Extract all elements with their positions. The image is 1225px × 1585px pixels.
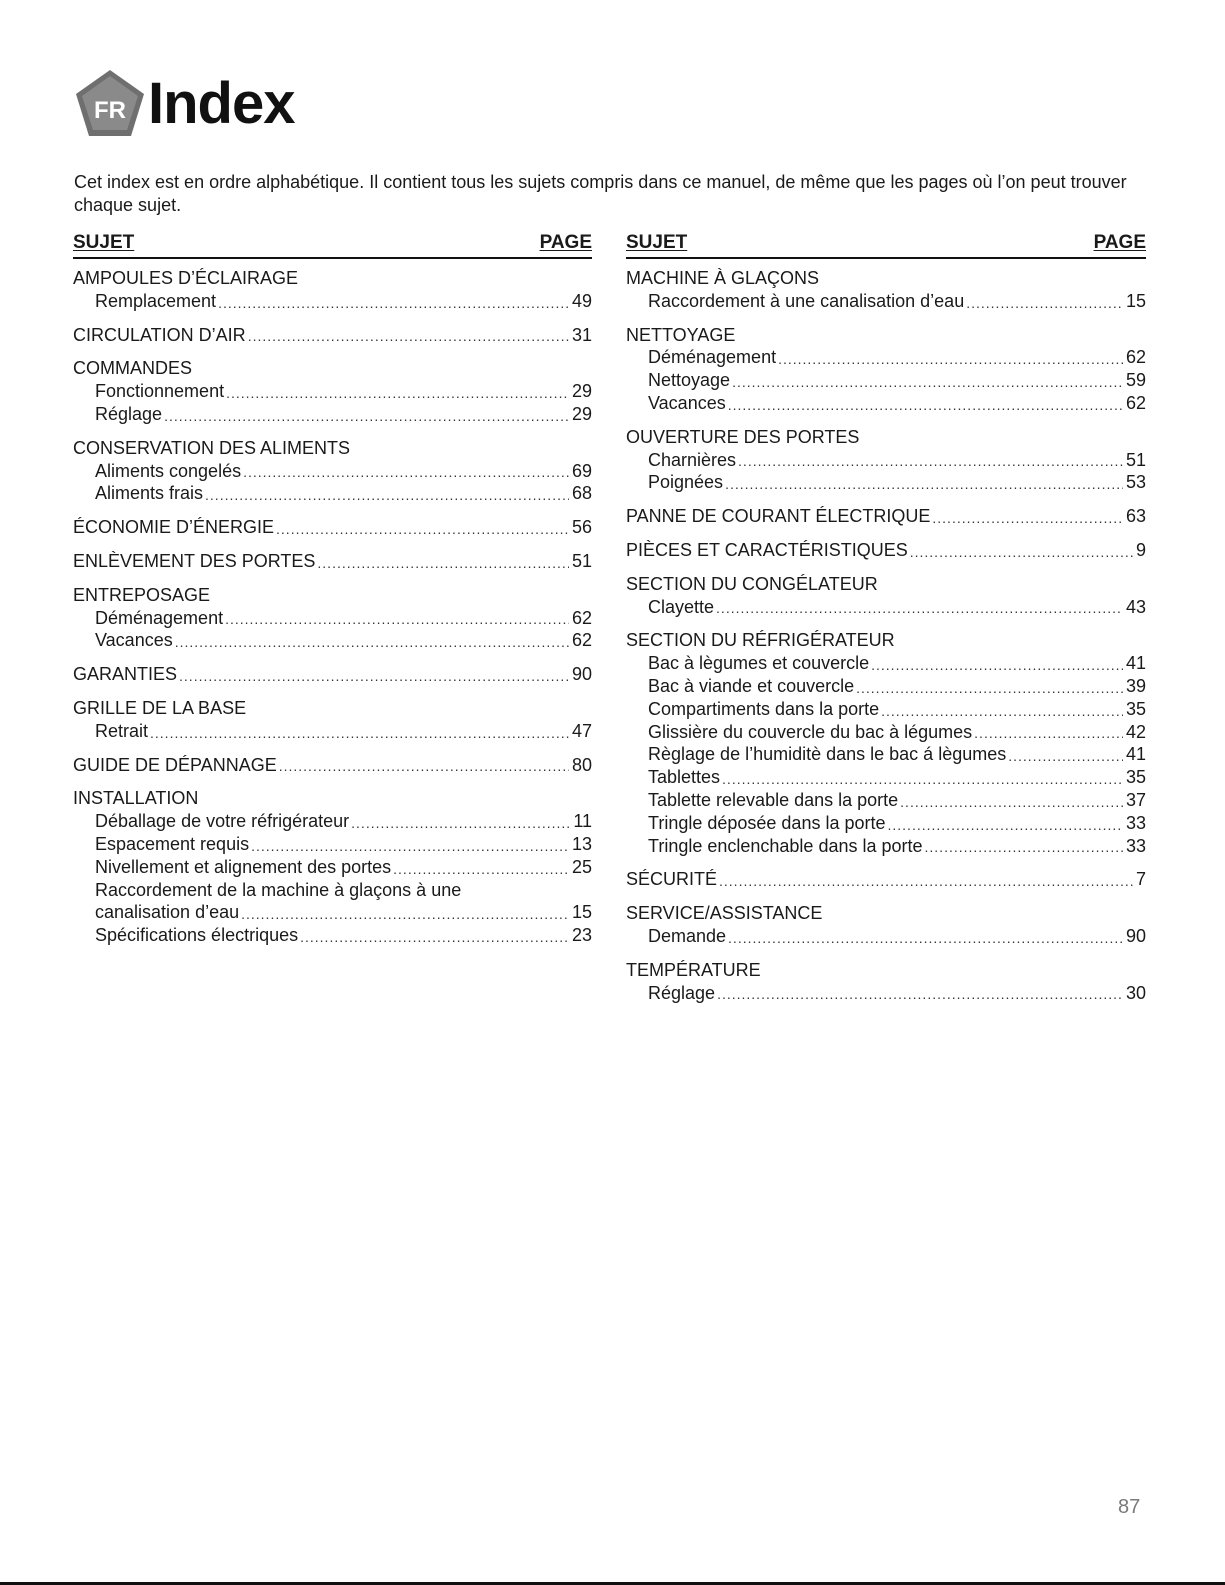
- index-subentry: Bac à viande et couvercle ..... 39: [626, 675, 1146, 698]
- index-entry: [626, 868, 1146, 891]
- page-ref: 62: [571, 607, 592, 628]
- index-entry: [626, 505, 1146, 528]
- index-heading: PANNE DE COURANT ÉLECTRIQUE ..... 63: [626, 505, 1146, 528]
- index-subentry: Spécifications électriques ..... 23: [73, 924, 592, 947]
- page-ref: 90: [571, 664, 592, 685]
- page-header: [74, 68, 295, 140]
- index-heading: AMPOULES D’ÉCLAIRAGE: [73, 268, 299, 288]
- index-heading: CIRCULATION D’AIR ..... 31: [73, 324, 592, 347]
- index-entry: [626, 902, 1146, 948]
- page-ref: 51: [1125, 449, 1146, 470]
- intro-paragraph: Cet index est en ordre alphabétique. Il contient tous les sujets compris dans ce manuel, de même que les pages où l’on peut trouver chaque sujet.: [74, 172, 1127, 215]
- index-entry: [73, 324, 592, 347]
- index-heading: MACHINE À GLAÇONS: [626, 268, 820, 288]
- index-entry: [73, 584, 592, 652]
- page-ref: 80: [571, 754, 592, 775]
- page-ref: 9: [1135, 539, 1146, 560]
- index-entry: [73, 754, 592, 777]
- index-subentry: Raccordement à une canalisation d’eau ..... 15: [626, 290, 1146, 313]
- page-ref: 39: [1125, 675, 1146, 696]
- index-entry: [73, 357, 592, 425]
- page-ref: 30: [1125, 982, 1146, 1003]
- page-ref: 7: [1135, 869, 1146, 890]
- index-heading: INSTALLATION: [73, 788, 199, 809]
- index-subentry: Vacances ..... 62: [626, 392, 1146, 415]
- page-ref: 62: [1125, 347, 1146, 368]
- index-subentry: Vacances ..... 62: [73, 629, 592, 652]
- index-entry: [73, 787, 592, 947]
- page-ref: 33: [1125, 835, 1146, 856]
- index-heading: COMMANDES: [73, 358, 193, 379]
- index-subentry: Bac à lègumes et couvercle ..... 41: [626, 652, 1146, 675]
- page-ref: 90: [1125, 925, 1146, 946]
- index-subentry: Poignées ..... 53: [626, 471, 1146, 494]
- page-ref: 33: [1125, 812, 1146, 833]
- index-heading: OUVERTURE DES PORTES: [626, 426, 860, 447]
- index-subentry: Demande ..... 90: [626, 925, 1146, 948]
- index-subentry: Retrait ..... 47: [73, 720, 592, 743]
- page-ref: 68: [571, 483, 592, 504]
- page-ref: 59: [1125, 370, 1146, 391]
- subject-header: SUJET: [73, 232, 135, 253]
- index-subentry: Déménagement ..... 62: [626, 346, 1146, 369]
- index-entry: [626, 629, 1146, 857]
- page-ref: 37: [1125, 789, 1146, 810]
- index-subentry: Déballage de votre réfrigérateur ..... 11: [73, 810, 592, 833]
- subject-header: SUJET: [626, 232, 688, 253]
- page-ref: 47: [571, 720, 592, 741]
- index-heading: ÉCONOMIE D’ÉNERGIE ..... 56: [73, 516, 592, 539]
- column-header: [626, 232, 1146, 259]
- page-ref: 41: [1125, 653, 1146, 674]
- index-subentry: Remplacement ..... 49: [73, 290, 592, 313]
- page-ref: 63: [1125, 506, 1146, 527]
- index-subentry: Aliments congelés ..... 69: [73, 460, 592, 483]
- index-entry: [73, 267, 592, 313]
- fr-language-badge-icon: [74, 68, 146, 140]
- index-entry: [626, 426, 1146, 494]
- page-ref: 42: [1125, 721, 1146, 742]
- page-header-label: PAGE: [1093, 232, 1146, 253]
- index-subentry: Espacement requis ..... 13: [73, 833, 592, 856]
- page-ref: 15: [571, 902, 592, 923]
- page-ref: 35: [1125, 767, 1146, 788]
- column-header: [73, 232, 592, 259]
- page-ref: 15: [1125, 290, 1146, 311]
- page-ref: 69: [571, 460, 592, 481]
- page-header-label: PAGE: [539, 232, 592, 253]
- index-heading: SECTION DU RÉFRIGÉRATEUR: [626, 630, 895, 651]
- index-heading: SERVICE/ASSISTANCE: [626, 903, 823, 924]
- index-subentry: Compartiments dans la porte ..... 35: [626, 698, 1146, 721]
- page-ref: 53: [1125, 472, 1146, 493]
- index-subentry: canalisation d’eau ..... 15: [73, 901, 592, 924]
- index-entry: [73, 697, 592, 743]
- index-subentry: Déménagement ..... 62: [73, 607, 592, 630]
- index-entry: [626, 539, 1146, 562]
- index-entry: [73, 437, 592, 505]
- index-subentry: Nivellement et alignement des portes ..... 25: [73, 856, 592, 879]
- page-ref: 35: [1125, 698, 1146, 719]
- index-entry: [626, 573, 1146, 619]
- page-ref: 41: [1125, 744, 1146, 765]
- index-subentry: Fonctionnement ..... 29: [73, 380, 592, 403]
- index-column-left: [73, 232, 592, 958]
- index-subentry: Glissière du couvercle du bac à légumes ..... 42: [626, 721, 1146, 744]
- index-entry: [73, 550, 592, 573]
- page-title: Index: [148, 71, 295, 136]
- page-ref: 29: [571, 403, 592, 424]
- index-subentry-first-line: Raccordement de la machine à glaçons à une: [95, 879, 462, 900]
- index-heading: ENTREPOSAGE: [73, 584, 211, 605]
- page-ref: 51: [571, 550, 592, 571]
- index-heading: ENLÈVEMENT DES PORTES ..... 51: [73, 550, 592, 573]
- page-ref: 49: [571, 290, 592, 311]
- index-entry: [73, 516, 592, 539]
- page-ref: 62: [1125, 392, 1146, 413]
- page-ref: 25: [571, 856, 592, 877]
- index-heading: GUIDE DE DÉPANNAGE ..... 80: [73, 754, 592, 777]
- index-subentry: Règlage de l’humiditè dans le bac á lègumes ..... 41: [626, 743, 1146, 766]
- page-ref: 29: [571, 381, 592, 402]
- index-heading: TEMPÉRATURE: [626, 959, 761, 980]
- index-subentry: Tablette relevable dans la porte ..... 37: [626, 789, 1146, 812]
- index-entry: [626, 267, 1146, 313]
- index-entry: [626, 324, 1146, 415]
- index-column-right: [626, 232, 1146, 1015]
- index-subentry: Réglage ..... 30: [626, 982, 1146, 1005]
- index-subentry: Tringle enclenchable dans la porte ..... 33: [626, 835, 1146, 858]
- index-heading: SÉCURITÉ ..... 7: [626, 868, 1146, 891]
- index-subentry: Aliments frais ..... 68: [73, 482, 592, 505]
- page-number: 87: [1118, 1496, 1141, 1518]
- page-ref: 62: [571, 630, 592, 651]
- index-subentry: Réglage ..... 29: [73, 403, 592, 426]
- index-heading: NETTOYAGE: [626, 324, 736, 345]
- index-heading: PIÈCES ET CARACTÉRISTIQUES ..... 9: [626, 539, 1146, 562]
- index-heading: GARANTIES ..... 90: [73, 663, 592, 686]
- index-heading: GRILLE DE LA BASE: [73, 697, 247, 718]
- page-ref: 13: [571, 833, 592, 854]
- index-heading: CONSERVATION DES ALIMENTS: [73, 437, 351, 458]
- index-entry: [626, 959, 1146, 1005]
- index-entry: [73, 663, 592, 686]
- page-ref: 23: [571, 925, 592, 946]
- svg-text:FR: FR: [94, 97, 126, 124]
- index-subentry: Tablettes ..... 35: [626, 766, 1146, 789]
- page-ref: 31: [571, 324, 592, 345]
- index-subentry: Tringle déposée dans la porte ..... 33: [626, 812, 1146, 835]
- page-ref: 11: [573, 811, 592, 832]
- index-subentry: Nettoyage ..... 59: [626, 369, 1146, 392]
- page-ref: 56: [571, 517, 592, 538]
- page-ref: 43: [1125, 596, 1146, 617]
- index-heading: SECTION DU CONGÉLATEUR: [626, 573, 878, 594]
- index-subentry: Charnières ..... 51: [626, 449, 1146, 472]
- index-subentry: Clayette ..... 43: [626, 596, 1146, 619]
